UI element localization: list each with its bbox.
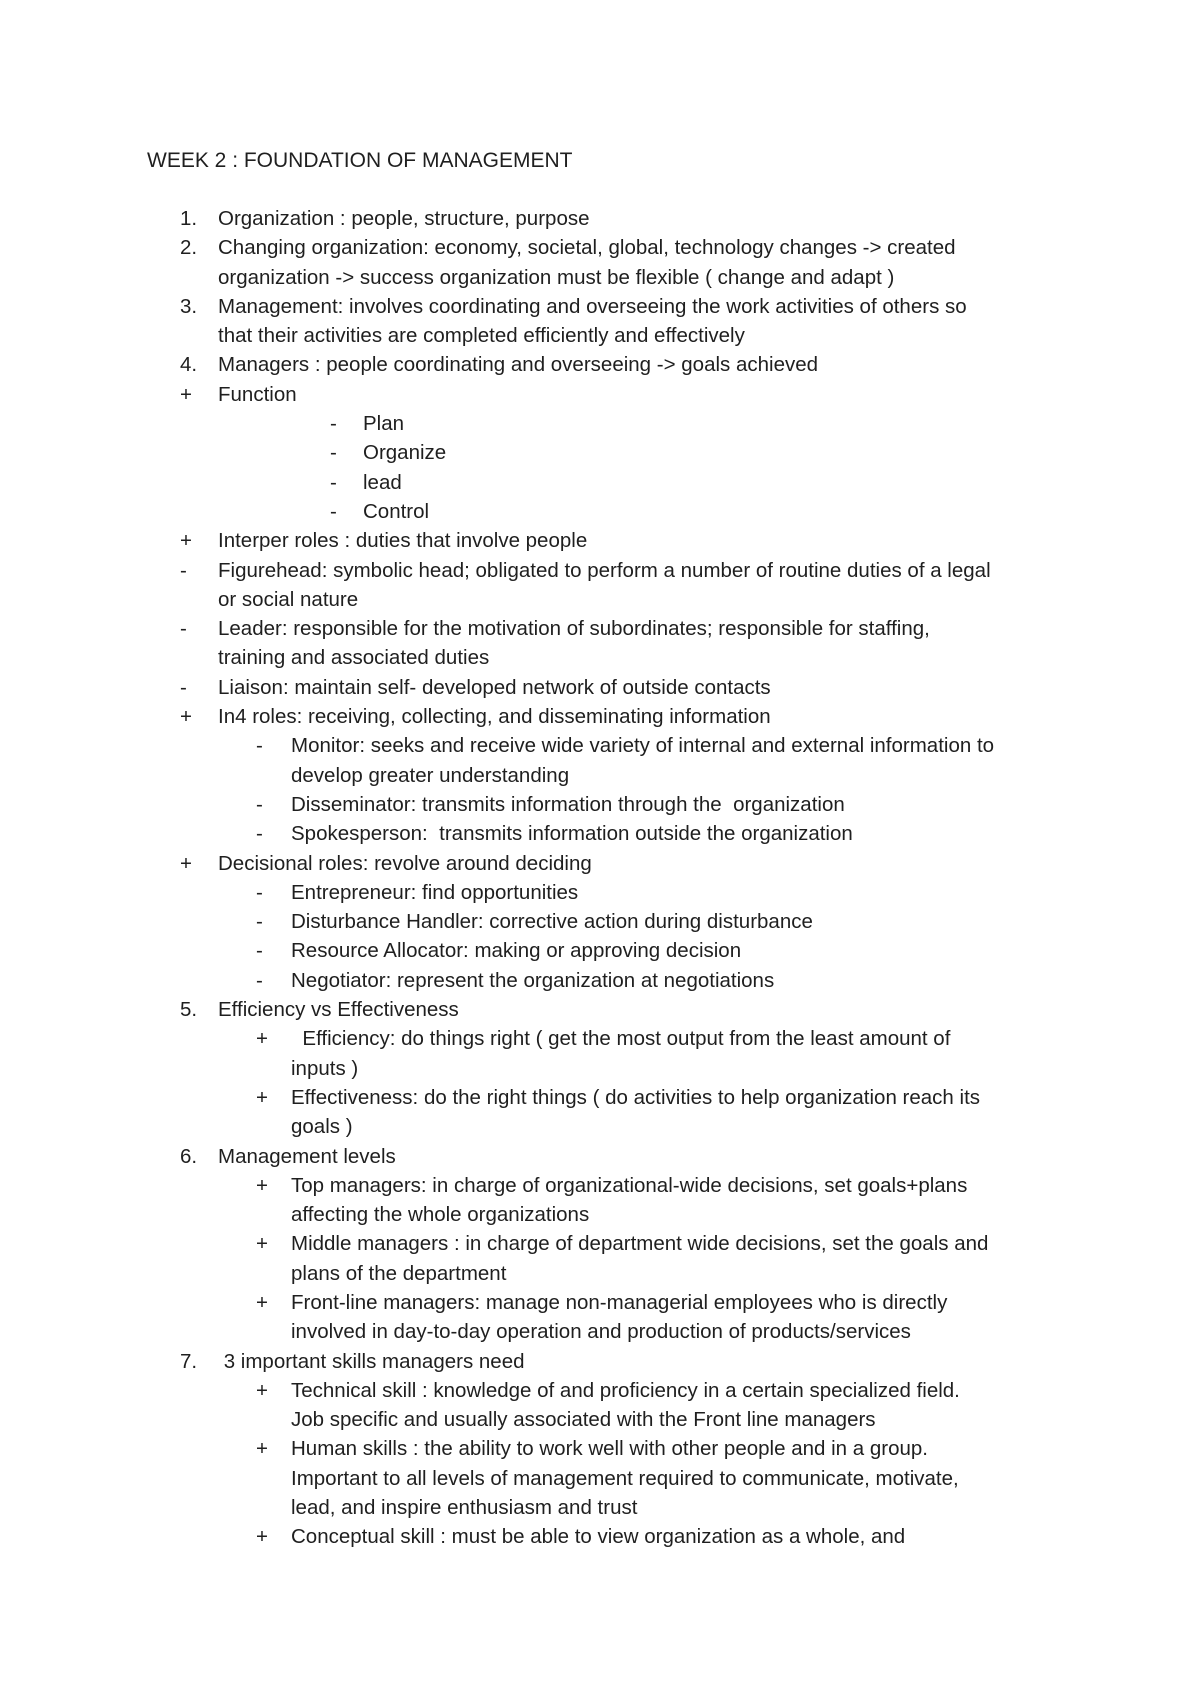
list-item-text: involved in day-to-day operation and production of products/services <box>291 1320 911 1344</box>
list-item-text: affecting the whole organizations <box>291 1203 590 1227</box>
list-marker: - <box>256 734 263 758</box>
list-item <box>0 761 1200 790</box>
list-item <box>0 1054 1200 1083</box>
list-item <box>0 263 1200 292</box>
list-marker: 5. <box>180 998 198 1022</box>
list-marker: 4. <box>180 353 198 377</box>
list-item <box>0 350 1200 379</box>
list-item <box>0 380 1200 409</box>
list-item <box>0 468 1200 497</box>
list-marker: 1. <box>180 207 198 230</box>
list-item-text: Negotiator: represent the organization at negotiations <box>291 968 775 992</box>
list-item-text: Management levels <box>218 1144 396 1168</box>
list-marker: - <box>180 617 187 641</box>
list-marker: + <box>256 1232 268 1256</box>
list-item <box>0 409 1200 438</box>
list-item-text: Organize <box>363 441 447 465</box>
list-item-text: develop greater understanding <box>291 763 570 787</box>
list-item-text: lead, and inspire enthusiasm and trust <box>291 1496 638 1520</box>
list-item <box>0 204 1200 233</box>
list-item-text: inputs ) <box>291 1056 359 1080</box>
list-item-text: Middle managers : in charge of department wide decisions, set the goals and <box>291 1232 989 1256</box>
list-item-text: Function <box>218 382 297 406</box>
list-item <box>0 1259 1200 1288</box>
list-item-text: organization -> success organization must be flexible ( change and adapt ) <box>218 265 895 289</box>
list-item-text: Disturbance Handler: corrective action during disturbance <box>291 910 813 934</box>
list-item <box>0 995 1200 1024</box>
list-item-text: Spokesperson: transmits information outside the organization <box>291 822 853 846</box>
list-item <box>0 1493 1200 1522</box>
list-item <box>0 1288 1200 1317</box>
list-item-text: Resource Allocator: making or approving decision <box>291 939 742 963</box>
list-item <box>0 614 1200 643</box>
list-item-text: Efficiency: do things right ( get the most output from the least amount of <box>291 1027 951 1051</box>
list-item <box>0 878 1200 907</box>
list-item <box>0 849 1200 878</box>
list-item-text: Liaison: maintain self- developed network of outside contacts <box>218 675 771 699</box>
list-item-text: Front-line managers: manage non-managerial employees who is directly <box>291 1290 948 1314</box>
list-marker: - <box>330 499 337 523</box>
list-marker: + <box>256 1173 268 1197</box>
list-marker: + <box>180 529 192 553</box>
notes-list <box>0 204 1200 1552</box>
list-marker: - <box>256 880 263 904</box>
list-marker: 7. <box>180 1349 198 1373</box>
list-item <box>0 585 1200 614</box>
list-item-text: Top managers: in charge of organizational-wide decisions, set goals+plans <box>291 1173 968 1197</box>
list-item <box>0 1464 1200 1493</box>
list-item-text: training and associated duties <box>218 646 490 670</box>
list-marker: - <box>256 968 263 992</box>
list-marker: - <box>330 470 337 494</box>
list-marker: - <box>330 441 337 465</box>
list-marker: + <box>256 1437 268 1461</box>
list-item-text: Changing organization: economy, societal, global, technology changes -> created <box>218 236 956 260</box>
list-marker: + <box>256 1378 268 1402</box>
list-marker: + <box>180 851 192 875</box>
list-marker: - <box>180 675 187 699</box>
list-marker: + <box>180 705 192 729</box>
list-item-text: Monitor: seeks and receive wide variety of internal and external information to <box>291 734 995 758</box>
list-marker: + <box>180 382 192 406</box>
list-marker: - <box>330 412 337 436</box>
list-item <box>0 731 1200 760</box>
list-item-text: Important to all levels of management required to communicate, motivate, <box>291 1466 959 1490</box>
list-item <box>0 1200 1200 1229</box>
list-item-text: Leader: responsible for the motivation of subordinates; responsible for staffing, <box>218 617 930 641</box>
list-item <box>0 1405 1200 1434</box>
list-marker: - <box>256 910 263 934</box>
list-item <box>0 292 1200 321</box>
list-item-text: In4 roles: receiving, collecting, and disseminating information <box>218 705 771 729</box>
list-item-text: Efficiency vs Effectiveness <box>218 998 459 1022</box>
list-marker: 6. <box>180 1144 198 1168</box>
list-marker: - <box>256 939 263 963</box>
list-item <box>0 1112 1200 1141</box>
list-item-text: Effectiveness: do the right things ( do activities to help organization reach its <box>291 1085 981 1109</box>
list-marker: + <box>256 1525 268 1549</box>
list-item <box>0 936 1200 965</box>
list-item <box>0 1142 1200 1171</box>
list-item-text: 3 important skills managers need <box>218 1349 525 1373</box>
list-item-text: Entrepreneur: find opportunities <box>291 880 579 904</box>
list-item-text: Managers : people coordinating and overseeing -> goals achieved <box>218 353 819 377</box>
list-item-text: Conceptual skill : must be able to view organization as a whole, and <box>291 1525 906 1549</box>
list-item <box>0 702 1200 731</box>
list-item <box>0 497 1200 526</box>
list-item <box>0 233 1200 262</box>
list-item <box>0 1376 1200 1405</box>
list-item-text: Human skills : the ability to work well with other people and in a group. <box>291 1437 928 1461</box>
list-item <box>0 1171 1200 1200</box>
list-item-text: Plan <box>363 412 405 436</box>
list-item-text: Job specific and usually associated with the Front line managers <box>291 1408 876 1432</box>
list-item-text: lead <box>363 470 402 494</box>
list-item <box>0 1229 1200 1258</box>
list-item <box>0 321 1200 350</box>
list-marker: + <box>256 1085 268 1109</box>
list-marker: 3. <box>180 294 198 318</box>
list-marker: + <box>256 1027 268 1051</box>
list-marker: - <box>256 792 263 816</box>
list-marker: 2. <box>180 236 198 260</box>
list-item-text: Interper roles : duties that involve people <box>218 529 588 553</box>
list-item-text: Technical skill : knowledge of and proficiency in a certain specialized field. <box>291 1378 960 1402</box>
list-item-text: or social nature <box>218 587 359 611</box>
list-item <box>0 643 1200 672</box>
list-marker: - <box>256 822 263 846</box>
list-item <box>0 1083 1200 1112</box>
list-item <box>0 790 1200 819</box>
list-item-text: plans of the department <box>291 1261 507 1285</box>
list-item <box>0 1024 1200 1053</box>
list-item <box>0 819 1200 848</box>
list-marker: - <box>180 558 187 582</box>
list-item-text: Control <box>363 499 430 523</box>
list-marker: + <box>256 1290 268 1314</box>
list-item-text: Decisional roles: revolve around deciding <box>218 851 592 875</box>
list-item <box>0 966 1200 995</box>
list-item <box>0 907 1200 936</box>
list-item-text: goals ) <box>291 1115 353 1139</box>
list-item-text: Management: involves coordinating and overseeing the work activities of others so <box>218 294 967 318</box>
list-item <box>0 1434 1200 1463</box>
page-title: WEEK 2 : FOUNDATION OF MANAGEMENT <box>147 149 573 172</box>
list-item <box>0 438 1200 467</box>
list-item-text: Figurehead: symbolic head; obligated to perform a number of routine duties of a legal <box>218 558 991 582</box>
list-item <box>0 1347 1200 1376</box>
list-item <box>0 1317 1200 1346</box>
list-item-text: that their activities are completed efficiently and effectively <box>218 324 745 348</box>
list-item <box>0 556 1200 585</box>
list-item <box>0 1522 1200 1551</box>
list-item-text: Organization : people, structure, purpose <box>218 207 590 230</box>
list-item <box>0 673 1200 702</box>
list-item <box>0 526 1200 555</box>
list-item-text: Disseminator: transmits information through the organization <box>291 792 845 816</box>
